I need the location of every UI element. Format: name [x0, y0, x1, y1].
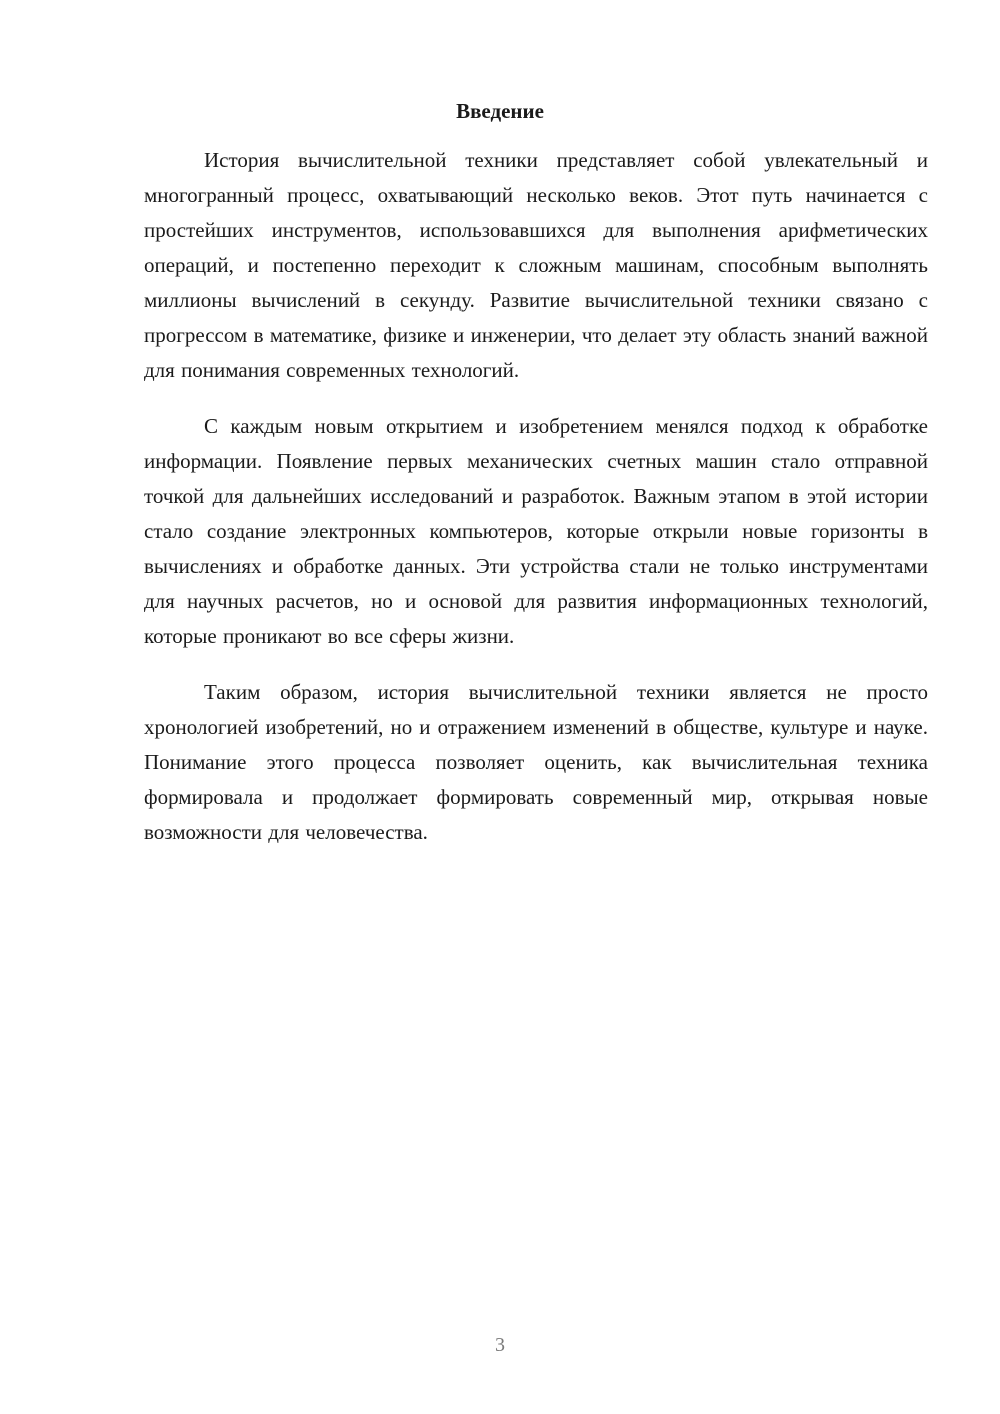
paragraph-3: Таким образом, история вычислительной техники является не просто хронологией изобретений, но и отражением изменений в обществе, культуре и науке. Понимание этого процесса позволяет оценить, как вычислительная техника формировала и продолжает формировать современный мир, открывая новые возможности для человечества.: [144, 680, 928, 844]
paragraph-1: История вычислительной техники представляет собой увлекательный и многогранный процесс, охватывающий несколько веков. Этот путь начинается с простейших инструментов, использовавшихся для выполнения арифметических операций, и постепенно переходит к сложным машинам, способным выполнять миллионы вычислений в секунду. Развитие вычислительной техники связано с прогрессом в математике, физике и инженерии, что делает эту область знаний важной для понимания современных технологий.: [144, 148, 928, 382]
page-title: Введение: [456, 99, 544, 123]
body-text: [144, 143, 928, 871]
paragraph-2: С каждым новым открытием и изобретением менялся подход к обработке информации. Появление первых механических счетных машин стало отправной точкой для дальнейших исследований и разработок. Важным этапом в этой истории стало создание электронных компьютеров, которые открыли новые горизонты в вычислениях и обработке данных. Эти устройства стали не только инструментами для научных расчетов, но и основой для развития информационных технологий, которые проникают во все сферы жизни.: [144, 414, 928, 648]
page-number: 3: [495, 1334, 505, 1356]
